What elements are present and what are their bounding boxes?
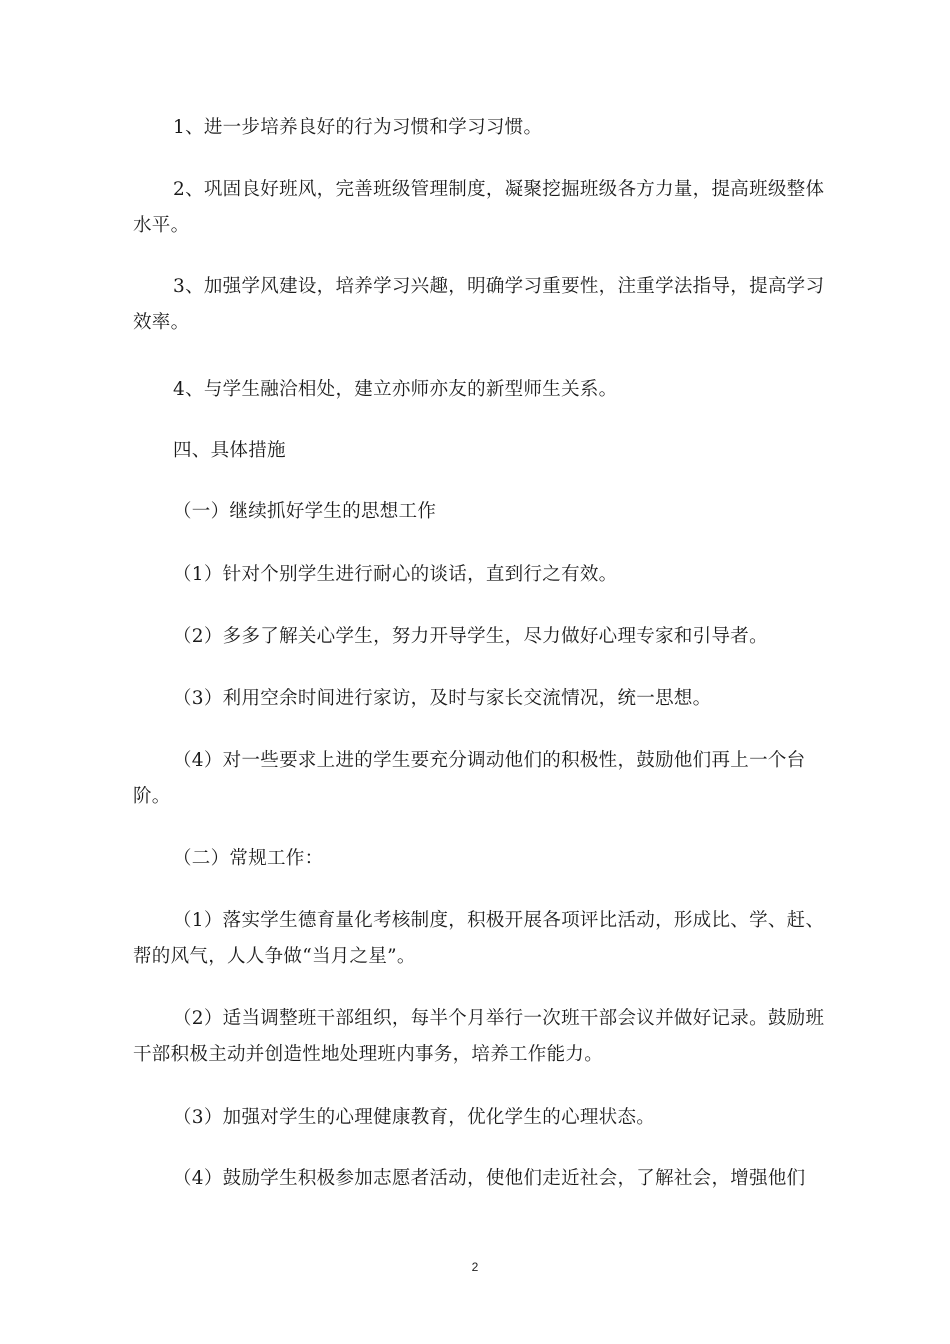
paragraph-goal-2: 2、巩固良好班风，完善班级管理制度，凝聚挖掘班级各方力量，提高班级整体水平。 bbox=[133, 179, 825, 236]
paragraph-routine-1: （1）落实学生德育量化考核制度，积极开展各项评比活动，形成比、学、赶、帮的风气，人人争做“当月之星”。 bbox=[133, 910, 825, 967]
section-heading-measures: 四、具体措施 bbox=[173, 440, 286, 461]
subsection-heading-thought-work: （一）继续抓好学生的思想工作 bbox=[173, 501, 437, 522]
paragraph-goal-4: 4、与学生融洽相处，建立亦师亦友的新型师生关系。 bbox=[173, 379, 618, 400]
page-number: 2 bbox=[471, 1260, 479, 1274]
paragraph-routine-2: （2）适当调整班干部组织，每半个月举行一次班干部会议并做好记录。鼓励班干部积极主动并创造性地处理班内事务，培养工作能力。 bbox=[133, 1008, 825, 1065]
paragraph-routine-4: （4）鼓励学生积极参加志愿者活动，使他们走近社会，了解社会，增强他们 bbox=[173, 1168, 806, 1189]
paragraph-goal-1: 1、进一步培养良好的行为习惯和学习习惯。 bbox=[173, 117, 543, 138]
subsection-heading-routine-work: （二）常规工作： bbox=[173, 848, 324, 869]
paragraph-thought-2: （2）多多了解关心学生，努力开导学生，尽力做好心理专家和引导者。 bbox=[173, 626, 768, 647]
paragraph-thought-3: （3）利用空余时间进行家访，及时与家长交流情况，统一思想。 bbox=[173, 688, 712, 709]
paragraph-routine-3: （3）加强对学生的心理健康教育，优化学生的心理状态。 bbox=[173, 1107, 656, 1128]
paragraph-thought-4: （4）对一些要求上进的学生要充分调动他们的积极性，鼓励他们再上一个台阶。 bbox=[133, 750, 806, 807]
paragraph-thought-1: （1）针对个别学生进行耐心的谈话，直到行之有效。 bbox=[173, 564, 618, 585]
paragraph-goal-3: 3、加强学风建设，培养学习兴趣，明确学习重要性，注重学法指导，提高学习效率。 bbox=[133, 276, 825, 333]
